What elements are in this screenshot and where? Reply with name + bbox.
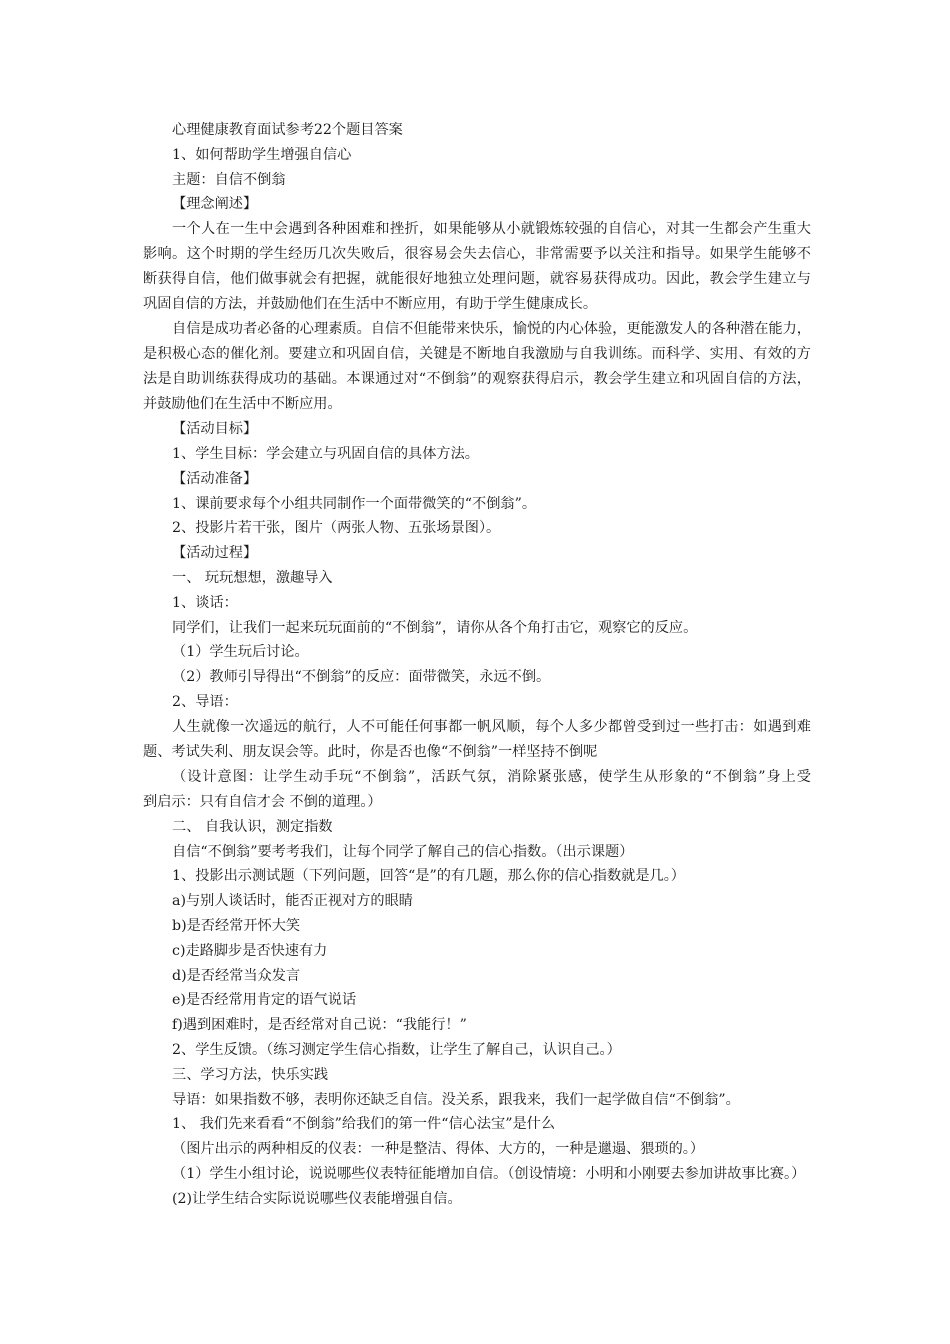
paragraph-line: 自信是成功者必备的心理素质。自信不但能带来快乐，愉悦的内心体验，更能激发人的各种潜在能力， <box>172 321 811 338</box>
text-line: 2、导语： <box>172 693 238 710</box>
text-line: （1）学生玩后讨论。 <box>172 644 309 661</box>
paragraph-line: 法是自助训练获得成功的基础。本课通过对“不倒翁”的观察获得启示，教会学生建立和巩固自信的方法， <box>143 371 811 388</box>
text-line: 【活动过程】 <box>172 545 258 562</box>
text-line: d)是否经常当众发言 <box>172 967 301 984</box>
paragraph-line: （设计意图：让学生动手玩“不倒翁”，活跃气氛，消除紧张感，使学生从形象的“不倒翁”身上受 <box>172 768 811 785</box>
paragraph <box>143 715 811 765</box>
text-line: f)遇到困难时，是否经常对自己说：“我能行！” <box>172 1017 467 1034</box>
text-line: 2、学生反馈。（练习测定学生信心指数，让学生了解自己，认识自己。） <box>172 1041 621 1058</box>
document-title: 心理健康教育面试参考22个题目答案 <box>172 122 403 138</box>
paragraph <box>143 217 811 317</box>
text-line: a)与别人谈话时，能否正视对方的眼睛 <box>172 893 413 910</box>
text-line: 1、学生目标：学会建立与巩固自信的具体方法。 <box>172 445 479 462</box>
paragraph-line: 人生就像一次遥远的航行，人不可能任何事都一帆风顺，每个人多少都曾受到过一些打击：如遇到难 <box>172 718 811 735</box>
text-line: （2）教师引导得出“不倒翁”的反应：面带微笑，永远不倒。 <box>172 669 551 686</box>
text-line: （图片出示的两种相反的仪表：一种是整洁、得体、大方的，一种是邋遢、猥琐的。） <box>172 1141 705 1158</box>
text-line: 导语：如果指数不够，表明你还缺乏自信。没关系，跟我来，我们一起学做自信“不倒翁”。 <box>172 1091 740 1108</box>
text-line: 1、投影出示测试题（下列问题，回答“是”的有几题，那么你的信心指数就是几。） <box>172 868 685 885</box>
document-page <box>143 118 811 1212</box>
paragraph-line: 影响。这个时期的学生经历几次失败后，很容易会失去信心，非常需要予以关注和指导。如果学生能够不 <box>143 246 811 263</box>
text-line: 1、谈话： <box>172 594 238 611</box>
text-line: 【理念阐述】 <box>172 196 258 213</box>
paragraph-line: 一个人在一生中会遇到各种困难和挫折，如果能够从小就锻炼较强的自信心，对其一生都会产生重大 <box>172 221 811 238</box>
text-line: 二、 自我认识，测定指数 <box>172 818 333 835</box>
text-line: 三、学习方法，快乐实践 <box>172 1066 329 1083</box>
text-line: 主题：自信不倒翁 <box>172 171 286 188</box>
paragraph-line: 并鼓励他们在生活中不断应用。 <box>143 396 342 413</box>
document-body <box>143 143 811 1212</box>
text-line: 一、 玩玩想想，激趣导入 <box>172 569 333 586</box>
text-line: c)走路脚步是否快速有力 <box>172 942 328 959</box>
text-line: （1）学生小组讨论，说说哪些仪表特征能增加自信。（创设情境：小明和小刚要去参加讲故事比赛。） <box>172 1165 806 1182</box>
text-line: (2)让学生结合实际说说哪些仪表能增强自信。 <box>172 1190 462 1207</box>
text-line: 1、 我们先来看看“不倒翁”给我们的第一件“信心法宝”是什么 <box>172 1116 556 1133</box>
text-line: 【活动目标】 <box>172 421 258 438</box>
text-line: 1、课前要求每个小组共同制作一个面带微笑的“不倒翁”。 <box>172 495 537 512</box>
paragraph-line: 断获得自信，他们做事就会有把握，就能很好地独立处理问题，就容易获得成功。因此，教会学生建立与 <box>143 271 811 288</box>
paragraph <box>143 765 811 815</box>
paragraph <box>143 317 811 417</box>
paragraph-line: 巩固自信的方法，并鼓励他们在生活中不断应用，有助于学生健康成长。 <box>143 296 598 313</box>
text-line: 自信“不倒翁”要考考我们，让每个同学了解自己的信心指数。（出示课题） <box>172 843 634 860</box>
paragraph-line: 题、考试失利、朋友误会等。此时，你是否也像“不倒翁”一样坚持不倒呢 <box>143 743 598 760</box>
text-line: e)是否经常用肯定的语气说话 <box>172 992 357 1009</box>
text-line: 2、投影片若干张，图片（两张人物、五张场景图）。 <box>172 520 501 537</box>
paragraph-line: 是积极心态的催化剂。要建立和巩固自信，关键是不断地自我激励与自我训练。而科学、实用、有效的方 <box>143 346 811 363</box>
text-line: b)是否经常开怀大笑 <box>172 917 301 934</box>
text-line: 同学们，让我们一起来玩玩面前的“不倒翁”，请你从各个角打击它，观察它的反应。 <box>172 619 698 636</box>
paragraph-line: 到启示：只有自信才会 不倒的道理。） <box>143 793 382 810</box>
text-line: 1、如何帮助学生增强自信心 <box>172 146 352 163</box>
text-line: 【活动准备】 <box>172 470 258 487</box>
